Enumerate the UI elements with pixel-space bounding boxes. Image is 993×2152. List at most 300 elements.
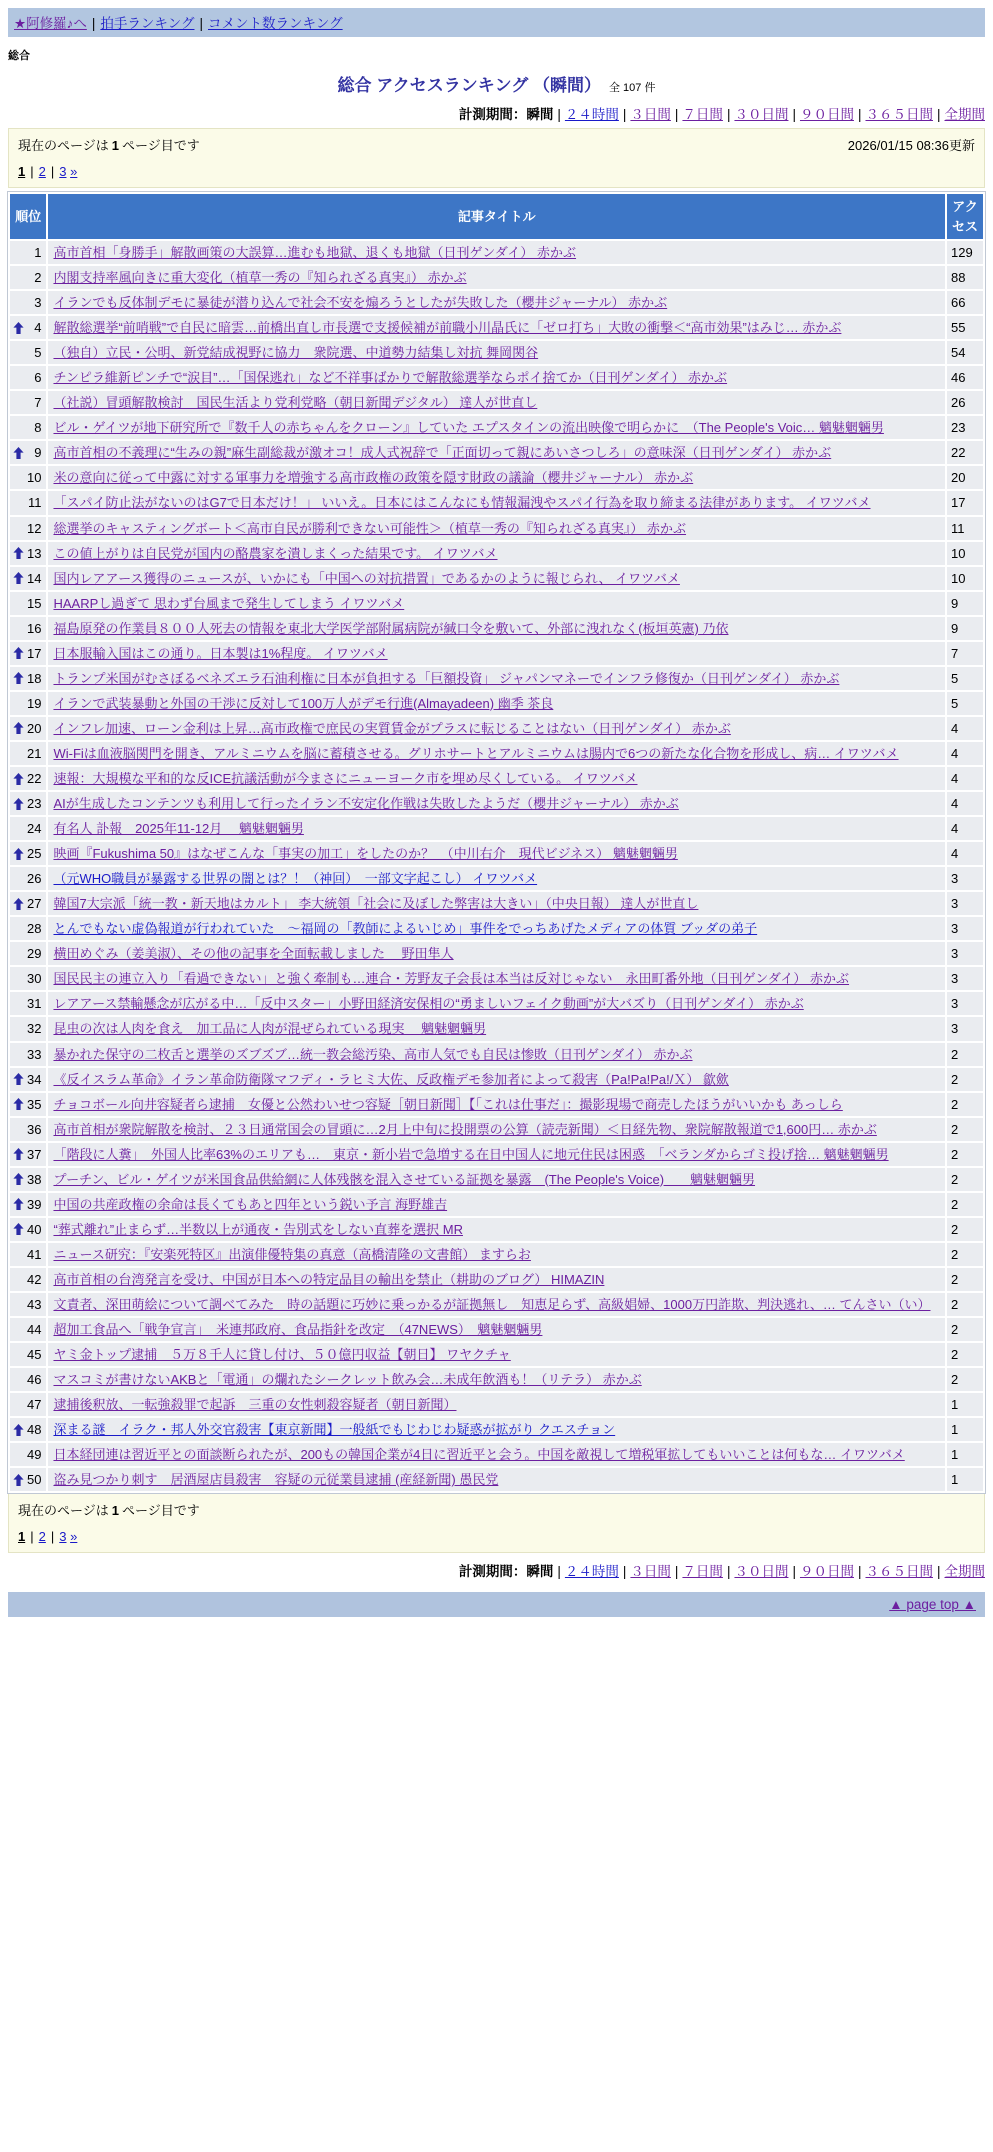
table-row [9, 616, 984, 641]
access-count-cell: 3 [946, 866, 984, 891]
access-count-cell: 2 [946, 1092, 984, 1117]
separator: | [726, 1564, 731, 1580]
rank-number: 18 [27, 670, 42, 686]
rank-up-icon [13, 898, 24, 910]
article-title-link[interactable]: 日本経団連は習近平との面談断られたが、200もの韓国企業が4日に習近平と会う。中国を敵視して増税軍拡してもいいことは何もな… イワツバメ [53, 1447, 905, 1463]
article-title-cell [47, 891, 946, 916]
access-count-cell: 1 [946, 1467, 984, 1492]
period-option-link[interactable]: ３日間 [630, 1564, 671, 1580]
rank-number: 5 [34, 345, 42, 361]
rank-cell [9, 566, 47, 591]
rank-up-icon [13, 722, 24, 734]
article-title-link[interactable]: チンピラ維新ピンチで“涙目”…「国保逃れ」など不祥事ばかりで解散総選挙ならポイ捨てか（日刊ゲンダイ） 赤かぶ [53, 370, 728, 386]
article-title-link[interactable]: ヤミ金トップ逮捕 ５万８千人に貸し付け、５０億円収益【朝日】 ワヤクチャ [53, 1347, 511, 1363]
page-status: 現在のページは 1 ページ目です [18, 1503, 200, 1519]
rank-cell [9, 1392, 47, 1417]
article-title-cell [47, 616, 946, 641]
rank-number: 31 [27, 996, 42, 1012]
rank-cell [9, 541, 47, 566]
access-count-cell: 9 [946, 591, 984, 616]
access-count-cell: 2 [946, 1217, 984, 1242]
article-title-link[interactable]: トランプ米国がむさぼるベネズエラ石油利権に日本が負担する「巨額投資」 ジャパンマネーでインフラ修復か（日刊ゲンダイ） 赤かぶ [53, 670, 840, 686]
rank-cell [9, 941, 47, 966]
rank-number: 17 [27, 645, 42, 661]
comment-ranking-link[interactable]: コメント数ランキング [208, 16, 343, 31]
period-current: 瞬間 [526, 1564, 554, 1580]
separator: | [936, 107, 941, 122]
rank-cell [9, 816, 47, 841]
access-count-cell: 4 [946, 766, 984, 791]
rank-up-icon [13, 1198, 24, 1210]
table-row [9, 841, 984, 866]
access-count-cell: 2 [946, 1042, 984, 1067]
article-title-link[interactable]: （社説）冒頭解散検討 国民生活より党利党略（朝日新聞デジタル） 達人が世直し [53, 395, 538, 411]
access-count-cell: 1 [946, 1442, 984, 1467]
article-title-link[interactable]: 解散総選挙“前哨戦”で自民に暗雲…前橋出直し市長選で支援候補が前職小川晶氏に「ゼロ打ち」大敗の衝撃＜“高市効果”はみじ… 赤かぶ [53, 320, 842, 336]
article-title-link[interactable]: 高市首相の不義理に“生みの親”麻生副総裁が激オコ！成人式祝辞で「正面切って親にあいさつしろ」の意味深（日刊ゲンダイ） 赤かぶ [53, 445, 832, 461]
table-row [9, 290, 984, 315]
article-title-cell [47, 566, 946, 591]
separator: | [30, 1529, 34, 1545]
article-title-cell [47, 691, 946, 716]
rank-cell [9, 1292, 47, 1317]
separator: | [726, 107, 731, 122]
article-title-link[interactable]: 昆虫の次は人肉を食え 加工品に人肉が混ぜられている現実 魑魅魍魎男 [53, 1021, 487, 1037]
rank-up-icon [13, 1223, 24, 1235]
rank-number: 2 [34, 270, 42, 286]
rank-cell [9, 1217, 47, 1242]
period-option-link[interactable]: ２４時間 [564, 1564, 619, 1580]
rank-number: 7 [34, 395, 42, 411]
table-row [9, 1392, 984, 1417]
access-count-cell: 66 [946, 290, 984, 315]
table-row [9, 1016, 984, 1041]
article-title-cell [47, 1167, 946, 1192]
article-title-link[interactable]: 国民民主の連立入り「看過できない」と強く牽制も…連合・芳野友子会長は本当は反対じゃない 永田町番外地（日刊ゲンダイ） 赤かぶ [53, 971, 850, 987]
access-count-cell: 54 [946, 340, 984, 365]
article-title-cell [47, 1142, 946, 1167]
article-title-link[interactable]: レアアース禁輸懸念が広がる中…「反中スター」小野田経済安保相の“勇ましいフェイク動画”が大バズり（日刊ゲンダイ） 赤かぶ [53, 996, 804, 1012]
separator: | [199, 16, 203, 31]
access-column-header: アクセス [946, 193, 984, 240]
table-row [9, 1117, 984, 1142]
rank-number: 19 [27, 695, 42, 711]
page-title [8, 71, 985, 96]
access-count-cell: 17 [946, 490, 984, 515]
access-count-cell: 20 [946, 465, 984, 490]
article-title-cell [47, 1267, 946, 1292]
page-title-text: 総合 アクセスランキング （瞬間） [337, 76, 601, 95]
separator: | [936, 1564, 941, 1580]
article-title-link[interactable]: マスコミが書けないAKBと「電通」の爛れたシークレット飲み会…未成年飲酒も！（リテラ） 赤かぶ [53, 1372, 642, 1388]
title-column-header: 記事タイトル [47, 193, 946, 240]
article-title-cell [47, 1067, 946, 1092]
article-title-link[interactable]: 総選挙のキャスティングボート＜高市自民が勝利できない可能性＞（植草一秀の『知られざる真実』） 赤かぶ [53, 520, 687, 536]
clap-ranking-link[interactable]: 拍手ランキング [100, 16, 195, 31]
article-title-link[interactable]: この値上がりは自民党が国内の酪農家を潰しまくった結果です。 イワツバメ [53, 545, 498, 561]
rank-number: 10 [27, 470, 42, 486]
rank-cell [9, 1242, 47, 1267]
rank-up-icon [13, 447, 24, 459]
table-row [9, 916, 984, 941]
article-title-link[interactable]: とんでもない虚偽報道が行われていた ～福岡の「教師によるいじめ」事件をでっちあげたメディアの体質 ブッダの弟子 [53, 921, 758, 937]
rank-number: 50 [27, 1472, 42, 1488]
table-row [9, 1242, 984, 1267]
table-row [9, 641, 984, 666]
article-title-link[interactable]: 超加工食品へ「戦争宣言」 米連邦政府、食品指針を改定 （47NEWS） 魑魅魍魎男 [53, 1322, 543, 1338]
access-count-cell: 3 [946, 891, 984, 916]
article-title-link[interactable]: 福島原発の作業員８００人死去の情報を東北大学医学部附属病院が緘口令を敷いて、外部に洩れなく(板垣英憲) 乃依 [53, 620, 729, 636]
table-row [9, 716, 984, 741]
article-title-link[interactable]: 日本服輸入国はこの通り。日本製は1%程度。 イワツバメ [53, 645, 388, 661]
rank-up-icon [13, 1098, 24, 1110]
article-title-cell [47, 941, 946, 966]
article-title-link[interactable]: 速報：大規模な平和的な反ICE抗議活動が今まさにニューヨーク市を埋め尽くしている。 イワツバメ [53, 770, 638, 786]
article-title-link[interactable]: 逮捕後釈放、一転強殺罪で起訴 三重の女性刺殺容疑者（朝日新聞） [53, 1397, 457, 1413]
table-row [9, 591, 984, 616]
article-title-link[interactable]: 高市首相が衆院解散を検討、２３日通常国会の冒頭に…2月上中旬に投開票の公算（読売新聞）＜日経先物、衆院解散報道で1,600円… 赤かぶ [53, 1121, 877, 1137]
table-row [9, 490, 984, 515]
period-label: 計測期間： [458, 107, 527, 122]
page-top-link[interactable]: ▲ page top ▲ [889, 1597, 976, 1613]
article-title-link[interactable]: プーチン、ビル・ゲイツが米国食品供給網に人体残骸を混入させている証拠を暴露 (The People's Voice) 魑魅魍魎男 [53, 1171, 756, 1187]
table-row [9, 415, 984, 440]
access-count-cell: 2 [946, 1267, 984, 1292]
footer-infobox [8, 1493, 985, 1553]
rank-column-header: 順位 [9, 193, 47, 240]
article-title-link[interactable]: ニュース研究：『安楽死特区』出演俳優特集の真意（高橋清隆の文書館） ますらお [53, 1246, 531, 1262]
access-count-cell: 2 [946, 1242, 984, 1267]
article-title-link[interactable]: 韓国7大宗派「統一教・新天地はカルト」 李大統領「社会に及ぼした弊害は大きい」（中央日報） 達人が世直し [53, 896, 699, 912]
article-title-cell [47, 440, 946, 465]
access-count-cell: 10 [946, 566, 984, 591]
separator: | [30, 164, 34, 179]
access-count-cell: 3 [946, 966, 984, 991]
article-title-cell [47, 991, 946, 1016]
rank-cell [9, 315, 47, 340]
access-count-cell: 2 [946, 1367, 984, 1392]
article-title-cell [47, 365, 946, 390]
rank-cell [9, 641, 47, 666]
access-count-cell: 4 [946, 816, 984, 841]
separator: | [622, 1564, 627, 1580]
page-number-link[interactable]: 2 [38, 1529, 46, 1545]
rank-cell [9, 465, 47, 490]
top-navigation-bar [8, 8, 985, 37]
access-count-cell: 7 [946, 641, 984, 666]
article-title-cell [47, 1442, 946, 1467]
table-row [9, 816, 984, 841]
rank-cell [9, 791, 47, 816]
next-page-link[interactable]: » [70, 1529, 78, 1545]
rank-number: 20 [27, 720, 42, 736]
page-number-link[interactable]: 2 [38, 164, 46, 179]
rank-number: 21 [27, 745, 42, 761]
period-option-link[interactable]: 全期間 [944, 1564, 985, 1580]
home-link[interactable]: ★阿修羅♪へ [14, 16, 87, 31]
table-row [9, 1367, 984, 1392]
table-row [9, 766, 984, 791]
header-infobox [8, 128, 985, 188]
article-title-link[interactable]: イランで武装暴動と外国の干渉に反対して100万人がデモ行進(Almayadeen) 幽季 茶良 [53, 695, 554, 711]
rank-cell [9, 891, 47, 916]
current-page-number: 1 [18, 1529, 26, 1545]
article-title-link[interactable]: HAARPし過ぎて 思わず台風まで発生してしまう イワツバメ [53, 595, 405, 611]
rank-cell [9, 1092, 47, 1117]
total-count: 全 107 件 [608, 82, 656, 94]
table-row [9, 741, 984, 766]
access-count-cell: 3 [946, 991, 984, 1016]
article-title-cell [47, 1367, 946, 1392]
rank-cell [9, 390, 47, 415]
page-number-link[interactable]: 3 [59, 164, 67, 179]
rank-cell [9, 616, 47, 641]
article-title-cell [47, 340, 946, 365]
rank-number: 34 [27, 1071, 42, 1087]
access-count-cell: 3 [946, 1016, 984, 1041]
rank-up-icon [13, 547, 24, 559]
article-title-cell [47, 1117, 946, 1142]
rank-number: 46 [27, 1372, 42, 1388]
table-row [9, 1067, 984, 1092]
access-count-cell: 4 [946, 716, 984, 741]
access-count-cell: 2 [946, 1342, 984, 1367]
page-number-link[interactable]: 3 [59, 1529, 67, 1545]
rank-number: 8 [34, 420, 42, 436]
access-count-cell: 88 [946, 265, 984, 290]
article-title-link[interactable]: 暴かれた保守の二枚舌と選挙のズブズブ…統一教会総汚染、高市人気でも自民は惨敗（日刊ゲンダイ） 赤かぶ [53, 1046, 693, 1062]
rank-number: 39 [27, 1196, 42, 1212]
period-label: 計測期間： [458, 1564, 527, 1580]
article-title-cell [47, 1092, 946, 1117]
rank-cell [9, 290, 47, 315]
rank-cell [9, 716, 47, 741]
rank-number: 26 [27, 871, 42, 887]
period-option-link[interactable]: ３０日間 [734, 1564, 789, 1580]
article-title-cell [47, 916, 946, 941]
rank-up-icon [13, 647, 24, 659]
period-option-link[interactable]: ９０日間 [799, 107, 854, 122]
table-row [9, 1092, 984, 1117]
table-row [9, 1317, 984, 1342]
article-title-link[interactable]: 「階段に人糞」 外国人比率63%のエリアも… 東京・新小岩で急増する在日中国人に地元住民は困惑 「ベランダからゴミ投げ捨… 魑魅魍魎男 [53, 1146, 889, 1162]
access-count-cell: 3 [946, 916, 984, 941]
rank-up-icon [13, 1148, 24, 1160]
table-row [9, 1192, 984, 1217]
article-title-cell [47, 490, 946, 515]
rank-number: 3 [34, 295, 42, 311]
table-row [9, 465, 984, 490]
table-row [9, 265, 984, 290]
article-title-link[interactable]: 「スパイ防止法がないのはG7で日本だけ！」 いいえ。日本にはこんなにも情報漏洩やスパイ行為を取り締まる法律があります。 イワツバメ [53, 495, 871, 511]
article-title-cell [47, 415, 946, 440]
period-option-link[interactable]: 全期間 [944, 107, 985, 122]
article-title-link[interactable]: 高市首相の台湾発言を受け、中国が日本への特定品目の輸出を禁止（耕助のブログ） HIMAZIN [53, 1271, 605, 1287]
article-title-cell [47, 1417, 946, 1442]
article-title-cell [47, 841, 946, 866]
access-count-cell: 4 [946, 741, 984, 766]
access-count-cell: 23 [946, 415, 984, 440]
separator: | [792, 107, 796, 122]
table-header-row [9, 193, 984, 240]
article-title-cell [47, 240, 946, 265]
access-count-cell: 4 [946, 841, 984, 866]
ranking-table [8, 192, 985, 1493]
rank-number: 40 [27, 1221, 42, 1237]
rank-number: 22 [27, 771, 42, 786]
rank-number: 48 [27, 1422, 42, 1438]
period-option-link[interactable]: ２４時間 [564, 107, 619, 122]
article-title-cell [47, 816, 946, 841]
rank-cell [9, 1367, 47, 1392]
article-title-link[interactable]: AIが生成したコンテンツも利用して行ったイラン不安定化作戦は失敗したようだ（櫻井ジャーナル） 赤かぶ [53, 796, 679, 812]
access-count-cell: 11 [946, 516, 984, 541]
separator: | [674, 107, 679, 122]
rank-number: 9 [34, 445, 42, 461]
article-title-link[interactable]: （独自）立民・公明、新党結成視野に協力 衆院選、中道勢力結集し対抗 舞岡関谷 [53, 345, 539, 361]
access-count-cell: 55 [946, 315, 984, 340]
article-title-cell [47, 741, 946, 766]
rank-cell [9, 591, 47, 616]
rank-number: 35 [27, 1096, 42, 1112]
article-title-cell [47, 1242, 946, 1267]
period-option-link[interactable]: ３６５日間 [865, 1564, 933, 1580]
article-title-link[interactable]: ビル・ゲイツが地下研究所で『数千人の赤ちゃんをクローン』していた エプスタインの流出映像で明らかに （The People's Voic… 魑魅魍魎男 [53, 420, 884, 436]
article-title-cell [47, 1217, 946, 1242]
rank-cell [9, 240, 47, 265]
rank-cell [9, 1317, 47, 1342]
ranking-body [9, 240, 984, 1492]
article-title-link[interactable]: 《反イスラム革命》イラン革命防衛隊マフディ・ラヒミ大佐、反政権デモ参加者によって殺害（Pa!Pa!Pa!/Ｘ） 歙歛 [53, 1071, 729, 1087]
rank-number: 24 [27, 821, 42, 837]
access-count-cell: 9 [946, 616, 984, 641]
period-option-link[interactable]: ３日間 [630, 107, 671, 122]
access-count-cell: 2 [946, 1317, 984, 1342]
article-title-cell [47, 265, 946, 290]
article-title-link[interactable]: 中国の共産政権の余命は長くてもあと四年という鋭い予言 海野雄吉 [53, 1196, 448, 1212]
article-title-link[interactable]: 深まる謎 イラク・邦人外交官殺害【東京新聞】一般紙でもじわじわ疑惑が拡がり クエスチョン [53, 1422, 616, 1438]
table-row [9, 566, 984, 591]
access-count-cell: 2 [946, 1067, 984, 1092]
period-nav [8, 1560, 985, 1580]
access-count-cell: 22 [946, 440, 984, 465]
table-row [9, 1417, 984, 1442]
rank-number: 25 [27, 846, 42, 862]
rank-number: 30 [27, 971, 42, 987]
table-row [9, 791, 984, 816]
rank-cell [9, 1067, 47, 1092]
separator: | [857, 107, 862, 122]
article-title-link[interactable]: 映画『Fukushima 50』はなぜこんな「事実の加工」をしたのか？ （中川右介 現代ビジネス） 魑魅魍魎男 [53, 846, 678, 862]
article-title-cell [47, 390, 946, 415]
access-count-cell: 1 [946, 1392, 984, 1417]
article-title-cell [47, 866, 946, 891]
article-title-link[interactable]: “葬式離れ”止まらず…半数以上が通夜・告別式をしない直葬を選択 MR [53, 1221, 463, 1237]
rank-number: 1 [34, 245, 42, 261]
table-row [9, 1342, 984, 1367]
article-title-link[interactable]: 盗み見つかり刺す 居酒屋店員殺害 容疑の元従業員逮捕 (産経新聞) 愚民党 [53, 1472, 499, 1488]
rank-cell [9, 1442, 47, 1467]
article-title-link[interactable]: （元WHO職員が暴露する世界の闇とは？！（神回） 一部文字起こし） イワツバメ [53, 871, 538, 887]
table-row [9, 1467, 984, 1492]
article-title-link[interactable]: イランでも反体制デモに暴徒が潜り込んで社会不安を煽ろうとしたが失敗した（櫻井ジャーナル） 赤かぶ [53, 295, 668, 311]
rank-number: 14 [27, 570, 42, 586]
article-title-link[interactable]: インフレ加速、ローン金利は上昇…高市政権で庶民の実質賃金がプラスに転じることはない（日刊ゲンダイ） 赤かぶ [53, 720, 731, 736]
article-title-cell [47, 1192, 946, 1217]
rank-number: 13 [27, 545, 42, 561]
article-title-cell [47, 666, 946, 691]
article-title-link[interactable]: 高市首相「身勝手」解散画策の大誤算…進むも地獄、退くも地獄（日刊ゲンダイ） 赤かぶ [53, 245, 577, 260]
rank-number: 11 [27, 495, 42, 511]
article-title-link[interactable]: 国内レアアース獲得のニュースが、いかにも「中国への対抗措置」であるかのように報じられ、 イワツバメ [53, 570, 680, 586]
article-title-link[interactable]: チョコボール向井容疑者ら逮捕 女優と公然わいせつ容疑［朝日新聞］【「これは仕事だ」：撮影現場で商売したほうがいいかも あっしら [53, 1096, 843, 1112]
rank-number: 28 [27, 921, 42, 937]
table-row [9, 1042, 984, 1067]
article-title-link[interactable]: Wi-Fiは血液脳関門を開き、アルミニウムを脳に蓄積させる。グリホサートとアルミニウムは腸内で6つの新たな化合物を形成し、病… イワツバメ [53, 745, 899, 761]
access-count-cell: 5 [946, 691, 984, 716]
period-option-link[interactable]: ７日間 [682, 1564, 723, 1580]
rank-up-icon [13, 672, 24, 684]
access-count-cell: 2 [946, 1292, 984, 1317]
access-count-cell: 3 [946, 941, 984, 966]
period-option-link[interactable]: ７日間 [682, 107, 723, 122]
rank-number: 12 [27, 520, 42, 536]
rank-cell [9, 365, 47, 390]
rank-number: 36 [27, 1121, 42, 1137]
article-title-link[interactable]: 横田めぐみ（姜美淑）、その他の記事を全面転載しました 野田隼人 [53, 946, 454, 962]
article-title-link[interactable]: 有名人 訃報 2025年11-12月 魑魅魍魎男 [53, 821, 304, 837]
table-row [9, 516, 984, 541]
category-label: 総合 [8, 50, 30, 62]
table-row [9, 440, 984, 465]
separator: | [557, 1564, 561, 1580]
table-row [9, 666, 984, 691]
rank-number: 45 [27, 1347, 42, 1363]
rank-number: 32 [27, 1021, 42, 1037]
rank-cell [9, 340, 47, 365]
rank-cell [9, 1142, 47, 1167]
rank-cell [9, 1467, 47, 1492]
article-title-link[interactable]: 文責者、深田萌絵について調べてみた 時の話題に巧妙に乗っかるが証拠無し 知恵足らず、高級娼婦、1000万円詐欺、判決逃れ、… てんさい（い） [53, 1296, 931, 1312]
rank-cell [9, 1167, 47, 1192]
rank-cell [9, 766, 47, 791]
next-page-link[interactable]: » [70, 164, 78, 179]
period-option-link[interactable]: ３０日間 [734, 107, 789, 122]
article-title-link[interactable]: 内閣支持率風向きに重大変化（植草一秀の『知られざる真実』） 赤かぶ [53, 270, 467, 286]
article-title-link[interactable]: 米の意向に従って中露に対する軍事力を増強する高市政権の政策を隠す財政の議論（櫻井ジャーナル） 赤かぶ [53, 470, 694, 486]
rank-number: 49 [27, 1447, 42, 1463]
period-nav [8, 103, 985, 123]
page-top-bar [8, 1592, 985, 1617]
period-option-link[interactable]: ９０日間 [799, 1564, 854, 1580]
rank-number: 42 [27, 1271, 42, 1287]
access-count-cell: 129 [946, 240, 984, 265]
rank-cell [9, 666, 47, 691]
separator: | [50, 1529, 55, 1545]
rank-number: 27 [27, 896, 42, 912]
rank-number: 33 [27, 1046, 42, 1062]
rank-number: 41 [27, 1246, 42, 1262]
rank-cell [9, 1417, 47, 1442]
rank-cell [9, 415, 47, 440]
rank-up-icon [13, 322, 24, 334]
table-row [9, 991, 984, 1016]
page-status: 現在のページは 1 ページ目です [18, 138, 200, 153]
access-count-cell: 2 [946, 1142, 984, 1167]
rank-number: 37 [27, 1146, 42, 1162]
article-title-cell [47, 315, 946, 340]
period-option-link[interactable]: ３６５日間 [865, 107, 933, 122]
